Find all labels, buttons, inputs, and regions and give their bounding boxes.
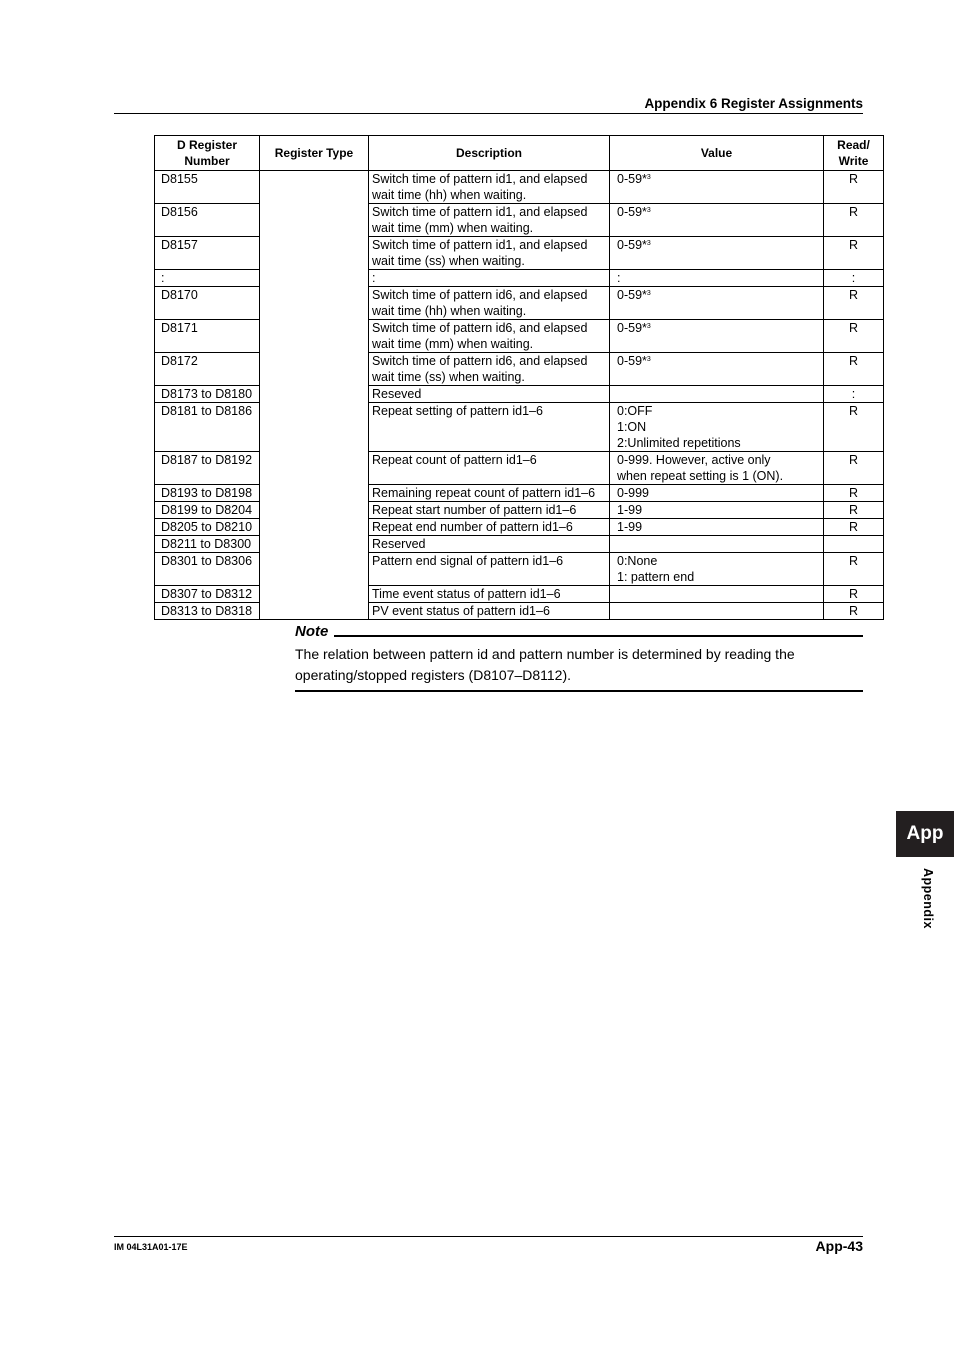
read-write-cell: [824, 386, 884, 403]
value-text: :: [617, 271, 621, 285]
read-write-cell: [824, 553, 884, 586]
value-text: 0-59*: [617, 172, 647, 186]
value-cell: [610, 320, 824, 353]
value-line: [617, 468, 820, 484]
read-write-cell: [824, 171, 884, 204]
cell-line: Remaining repeat count of pattern id1–6: [372, 486, 596, 500]
value-line: [617, 204, 820, 220]
description-cell: [369, 502, 610, 519]
value-cell: [610, 502, 824, 519]
col-header-number: D Register Number: [155, 136, 260, 171]
value-text: 1-99: [617, 520, 643, 534]
read-write-cell: [824, 320, 884, 353]
value-cell: [610, 287, 824, 320]
register-number-cell: [155, 502, 260, 519]
cell-line: wait time (ss) when waiting.: [372, 254, 525, 268]
read-write-value: R: [848, 554, 859, 568]
read-write-cell: [824, 586, 884, 603]
value-text: 0-59*: [617, 321, 647, 335]
register-number-cell: [155, 171, 260, 204]
description-cell: [369, 386, 610, 403]
header-title: Appendix 6 Register Assignments: [644, 96, 863, 111]
value-line: [617, 171, 820, 187]
col-header-value: Value: [610, 136, 824, 171]
note-line: operating/stopped registers (D8107–D8112).: [295, 667, 572, 683]
register-number-cell: [155, 452, 260, 485]
read-write-value: R: [848, 453, 859, 467]
value-cell: [610, 171, 824, 204]
read-write-cell: [824, 603, 884, 620]
read-write-cell: [824, 204, 884, 237]
description-cell: [369, 320, 610, 353]
page-number: App-43: [815, 1238, 863, 1254]
cell-line: Switch time of pattern id6, and elapsed: [372, 288, 588, 302]
value-cell: [610, 237, 824, 270]
cell-line: Pattern end signal of pattern id1–6: [372, 554, 564, 568]
value-line: [617, 320, 820, 336]
read-write-value: R: [848, 486, 859, 500]
cell-line: wait time (mm) when waiting.: [372, 221, 534, 235]
register-number: D8156: [161, 205, 198, 219]
value-text: 1: pattern end: [617, 570, 695, 584]
read-write-value: R: [848, 238, 859, 252]
value-cell: [610, 553, 824, 586]
read-write-value: R: [848, 172, 859, 186]
value-text: 0-59*: [617, 238, 647, 252]
value-cell: [610, 536, 824, 553]
value-line: [617, 519, 820, 535]
value-cell: [610, 386, 824, 403]
register-number-cell: [155, 586, 260, 603]
cell-line: PV event status of pattern id1–6: [372, 604, 550, 618]
value-text: 2:Unlimited repetitions: [617, 436, 741, 450]
value-cell: [610, 452, 824, 485]
read-write-cell: [824, 403, 884, 452]
note-box: [295, 623, 863, 692]
register-number-cell: [155, 536, 260, 553]
read-write-value: R: [848, 503, 859, 517]
register-number: D8307 to D8312: [161, 587, 253, 601]
cell-line: wait time (hh) when waiting.: [372, 304, 527, 318]
value-cell: [610, 403, 824, 452]
description-cell: [369, 485, 610, 502]
register-type-cell: [260, 171, 369, 620]
register-number: D8193 to D8198: [161, 486, 253, 500]
table-header-row: [155, 136, 884, 171]
footnote-marker: 3: [646, 240, 651, 247]
note-title: Note: [295, 623, 329, 640]
cell-line: Repeat end number of pattern id1–6: [372, 520, 573, 534]
register-number-cell: [155, 237, 260, 270]
register-number: D8301 to D8306: [161, 554, 253, 568]
cell-line: Repeat count of pattern id1–6: [372, 453, 537, 467]
description-cell: [369, 204, 610, 237]
value-text: 0-999. However, active only: [617, 453, 771, 467]
value-text: 0:OFF: [617, 404, 653, 418]
description-cell: [369, 536, 610, 553]
appendix-tab[interactable]: [896, 811, 954, 857]
read-write-value: :: [851, 387, 856, 401]
read-write-value: R: [848, 288, 859, 302]
register-number: D8171: [161, 321, 198, 335]
register-number-cell: [155, 353, 260, 386]
value-cell: [610, 519, 824, 536]
note-line: The relation between pattern id and pattern number is determined by reading the: [295, 646, 795, 662]
value-cell: [610, 586, 824, 603]
description-cell: [369, 586, 610, 603]
description-cell: [369, 171, 610, 204]
read-write-cell: [824, 287, 884, 320]
table-row: [155, 171, 884, 204]
document-id: IM 04L31A01-17E: [114, 1242, 188, 1252]
value-line: [617, 353, 820, 369]
value-text: 1:ON: [617, 420, 647, 434]
footnote-marker: 3: [646, 207, 651, 214]
read-write-cell: [824, 519, 884, 536]
read-write-cell: [824, 502, 884, 519]
value-cell: [610, 353, 824, 386]
description-cell: [369, 519, 610, 536]
cell-line: Switch time of pattern id6, and elapsed: [372, 354, 588, 368]
value-cell: [610, 270, 824, 287]
read-write-cell: [824, 536, 884, 553]
footnote-marker: 3: [646, 356, 651, 363]
cell-line: wait time (hh) when waiting.: [372, 188, 527, 202]
register-number-cell: [155, 320, 260, 353]
register-number-cell: [155, 386, 260, 403]
register-number: D8199 to D8204: [161, 503, 253, 517]
description-cell: [369, 270, 610, 287]
value-cell: [610, 485, 824, 502]
value-text: 0-59*: [617, 288, 647, 302]
read-write-value: R: [848, 321, 859, 335]
page-header: [114, 96, 863, 114]
register-number-cell: [155, 270, 260, 287]
appendix-tab-label: App: [906, 823, 944, 844]
cell-line: wait time (ss) when waiting.: [372, 370, 525, 384]
value-line: [617, 435, 820, 451]
col-header-rw: Read/ Write: [824, 136, 884, 171]
cell-line: wait time (mm) when waiting.: [372, 337, 534, 351]
read-write-value: R: [848, 604, 859, 618]
value-text: 0-999: [617, 486, 649, 500]
register-number: D8313 to D8318: [161, 604, 253, 618]
read-write-value: R: [848, 354, 859, 368]
value-line: [617, 270, 820, 286]
footnote-marker: 3: [646, 174, 651, 181]
value-text: 0:None: [617, 554, 658, 568]
value-line: [617, 502, 820, 518]
description-cell: [369, 237, 610, 270]
footnote-marker: 3: [646, 290, 651, 297]
read-write-value: :: [851, 271, 856, 285]
register-number-cell: [155, 603, 260, 620]
appendix-side-label: Appendix: [921, 868, 935, 929]
value-line: [617, 485, 820, 501]
cell-line: Repeat start number of pattern id1–6: [372, 503, 577, 517]
register-number-cell: [155, 553, 260, 586]
description-cell: [369, 603, 610, 620]
note-heading: [295, 623, 863, 640]
value-text: 0-59*: [617, 205, 647, 219]
cell-line: Time event status of pattern id1–6: [372, 587, 561, 601]
value-cell: [610, 204, 824, 237]
cell-line: :: [372, 271, 376, 285]
register-number: D8173 to D8180: [161, 387, 253, 401]
register-number: D8172: [161, 354, 198, 368]
cell-line: Switch time of pattern id1, and elapsed: [372, 238, 588, 252]
description-cell: [369, 553, 610, 586]
note-rule: [334, 635, 863, 637]
read-write-cell: [824, 485, 884, 502]
value-cell: [610, 603, 824, 620]
value-line: [617, 287, 820, 303]
read-write-cell: [824, 353, 884, 386]
value-text: 1-99: [617, 503, 643, 517]
register-number-cell: [155, 204, 260, 237]
cell-line: Reserved: [372, 537, 426, 551]
read-write-value: R: [848, 404, 859, 418]
register-number-cell: [155, 519, 260, 536]
cell-line: Reseved: [372, 387, 422, 401]
read-write-value: R: [848, 205, 859, 219]
value-line: [617, 452, 820, 468]
register-number-cell: [155, 403, 260, 452]
register-number: D8170: [161, 288, 198, 302]
register-number-cell: [155, 287, 260, 320]
read-write-value: R: [848, 587, 859, 601]
description-cell: [369, 452, 610, 485]
cell-line: Switch time of pattern id6, and elapsed: [372, 321, 588, 335]
footnote-marker: 3: [646, 323, 651, 330]
page-footer: [114, 1236, 863, 1254]
register-number: D8155: [161, 172, 198, 186]
read-write-value: R: [848, 520, 859, 534]
description-cell: [369, 287, 610, 320]
cell-line: Repeat setting of pattern id1–6: [372, 404, 543, 418]
register-number: :: [161, 271, 165, 285]
description-cell: [369, 403, 610, 452]
register-table: [154, 135, 884, 620]
register-number-cell: [155, 485, 260, 502]
cell-line: Switch time of pattern id1, and elapsed: [372, 172, 588, 186]
value-line: [617, 553, 820, 569]
cell-line: Switch time of pattern id1, and elapsed: [372, 205, 588, 219]
note-body: [295, 640, 863, 692]
read-write-cell: [824, 237, 884, 270]
register-number: D8211 to D8300: [161, 537, 252, 551]
description-cell: [369, 353, 610, 386]
col-header-type: Register Type: [260, 136, 369, 171]
register-number: D8157: [161, 238, 198, 252]
value-line: [617, 237, 820, 253]
value-line: [617, 419, 820, 435]
register-number: D8187 to D8192: [161, 453, 253, 467]
value-text: when repeat setting is 1 (ON).: [617, 469, 784, 483]
read-write-cell: [824, 452, 884, 485]
read-write-cell: [824, 270, 884, 287]
register-number: D8181 to D8186: [161, 404, 253, 418]
value-text: 0-59*: [617, 354, 647, 368]
col-header-description: Description: [369, 136, 610, 171]
value-line: [617, 569, 820, 585]
register-number: D8205 to D8210: [161, 520, 253, 534]
value-line: [617, 403, 820, 419]
